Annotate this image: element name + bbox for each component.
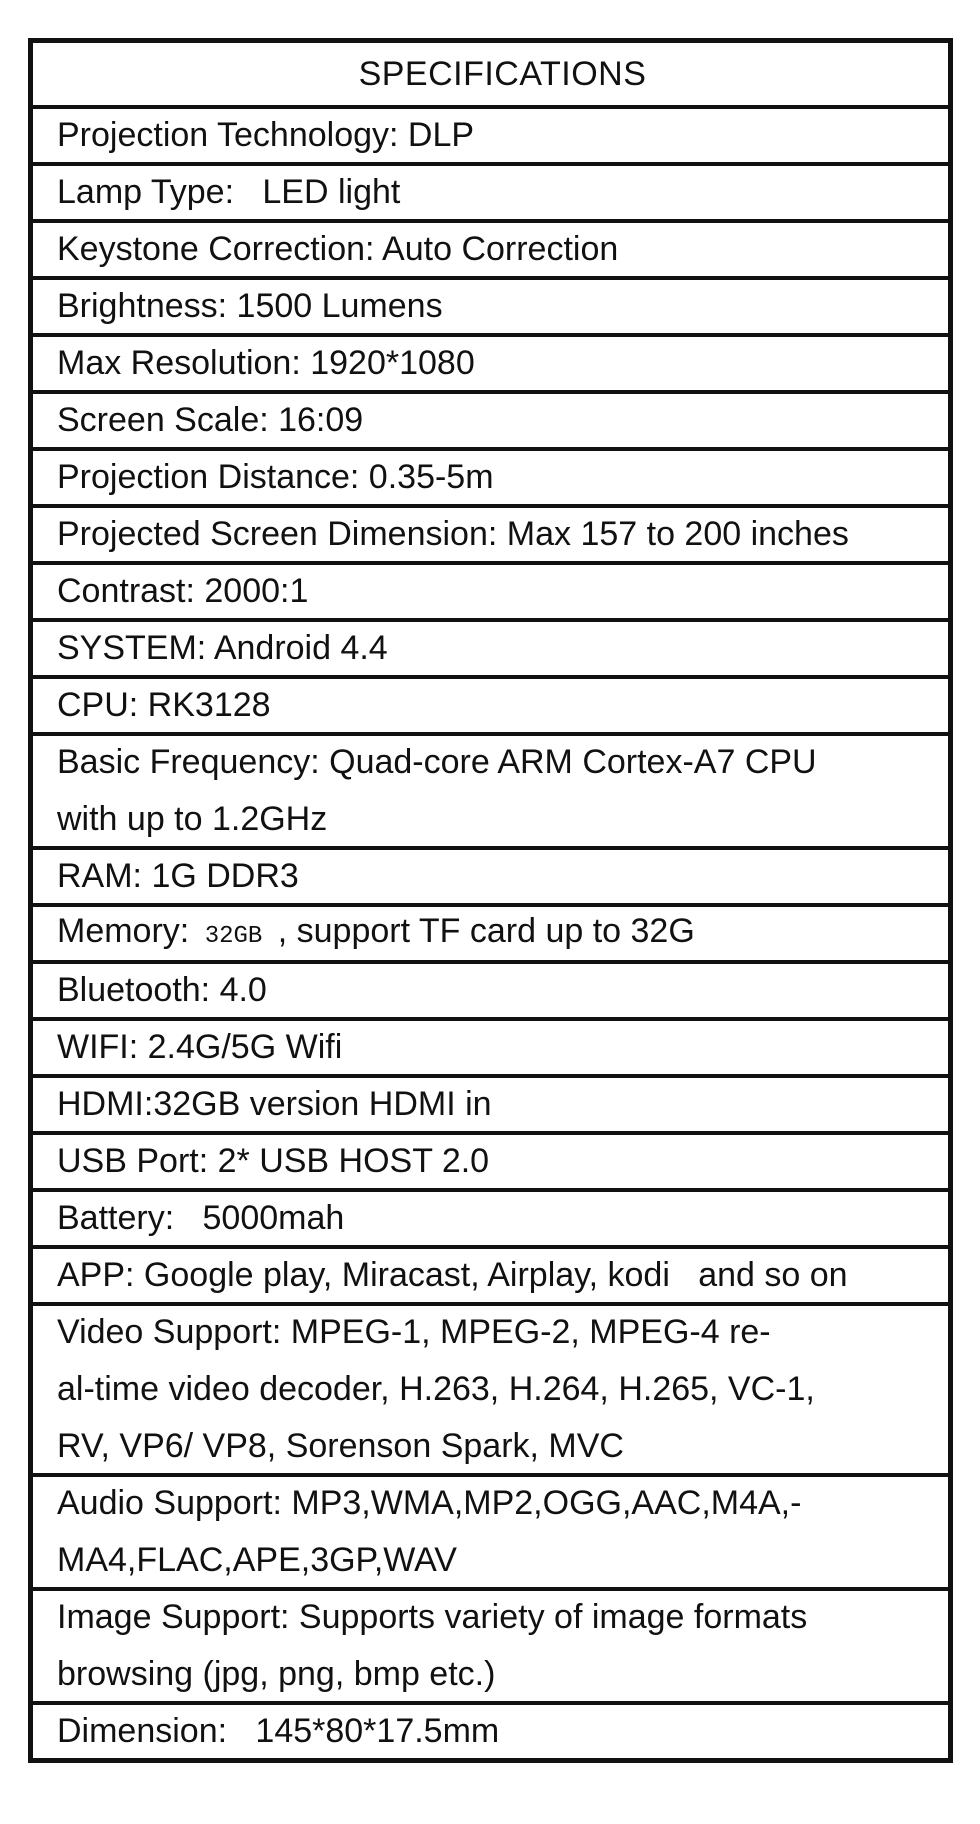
spec-basic-frequency: Basic Frequency: Quad-core ARM Cortex-A7 CPU with up to 1.2GHz: [33, 732, 948, 846]
spec-projection-distance: Projection Distance: 0.35-5m: [33, 447, 948, 504]
spec-keystone-correction: Keystone Correction: Auto Correction: [33, 219, 948, 276]
spec-max-resolution: Max Resolution: 1920*1080: [33, 333, 948, 390]
spec-audio-support: Audio Support: MP3,WMA,MP2,OGG,AAC,M4A,- MA4,FLAC,APE,3GP,WAV: [33, 1473, 948, 1587]
spec-hdmi: HDMI:32GB version HDMI in: [33, 1074, 948, 1131]
spec-projected-screen-dimension: Projected Screen Dimension: Max 157 to 200 inches: [33, 504, 948, 561]
spec-video-support: Video Support: MPEG-1, MPEG-2, MPEG-4 re- al-time video decoder, H.263, H.264, H.265, VC-1, RV, VP6/ VP8, Sorenson Spark, MVC: [33, 1302, 948, 1473]
specifications-table: [28, 38, 953, 1763]
spec-usb-port: USB Port: 2* USB HOST 2.0: [33, 1131, 948, 1188]
spec-system: SYSTEM: Android 4.4: [33, 618, 948, 675]
spec-image-support: Image Support: Supports variety of image formats browsing (jpg, png, bmp etc.): [33, 1587, 948, 1701]
spec-dimension: Dimension: 145*80*17.5mm: [33, 1701, 948, 1758]
spec-screen-scale: Screen Scale: 16:09: [33, 390, 948, 447]
spec-wifi: WIFI: 2.4G/5G Wifi: [33, 1017, 948, 1074]
spec-battery: Battery: 5000mah: [33, 1188, 948, 1245]
table-header: SPECIFICATIONS: [358, 54, 647, 93]
spec-memory: Memory: 32GB , support TF card up to 32G: [33, 903, 948, 960]
memory-size-label: 32GB: [204, 922, 263, 950]
spec-ram: RAM: 1G DDR3: [33, 846, 948, 903]
spec-app: APP: Google play, Miracast, Airplay, kodi and so on: [33, 1245, 948, 1302]
spec-lamp-type: Lamp Type: LED light: [33, 162, 948, 219]
spec-projection-technology: Projection Technology: DLP: [33, 105, 948, 162]
spec-bluetooth: Bluetooth: 4.0: [33, 960, 948, 1017]
spec-contrast: Contrast: 2000:1: [33, 561, 948, 618]
spec-cpu: CPU: RK3128: [33, 675, 948, 732]
spec-brightness: Brightness: 1500 Lumens: [33, 276, 948, 333]
